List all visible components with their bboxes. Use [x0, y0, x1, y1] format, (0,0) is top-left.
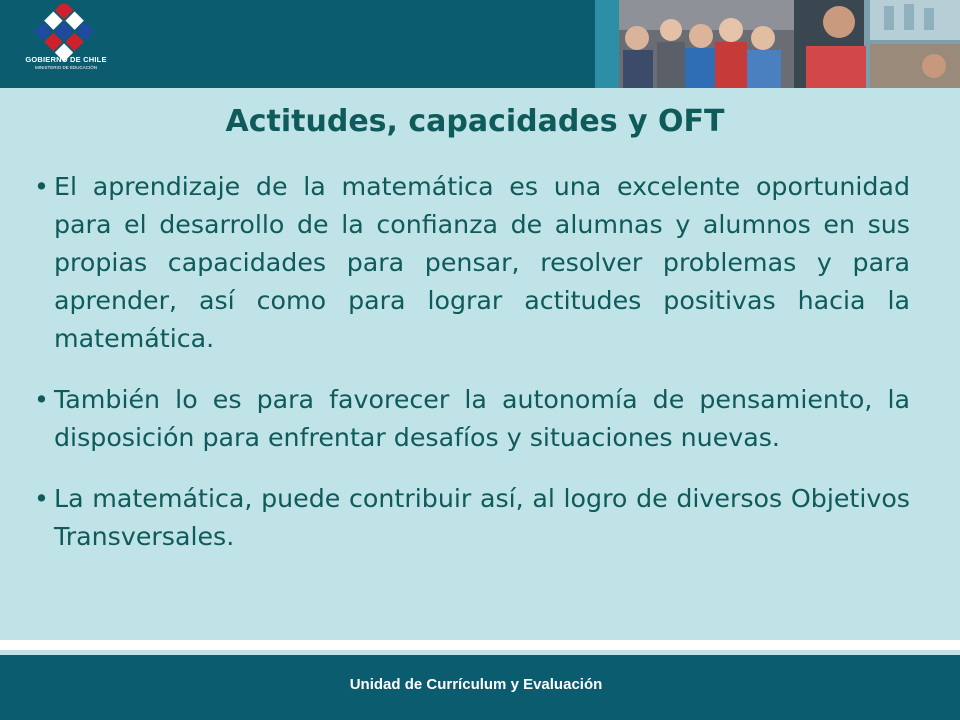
header-bar [0, 0, 960, 88]
bullet-item [34, 168, 910, 358]
bullet-dot-icon: • [34, 484, 49, 513]
bullet-item [34, 381, 910, 457]
bullet-text: El aprendizaje de la matemática es una excelente oportunidad para el desarrollo de la confianza de alumnas y alumnos en sus propias capacidades para pensar, resolver problemas y para aprender, así como para lograr actitudes positivas hacia la matemática. [54, 172, 910, 353]
logo-text-gobierno: GOBIERNO DE CHILE [25, 55, 107, 64]
bullet-item [34, 480, 910, 556]
students-photo [619, 0, 794, 88]
footer-text: Unidad de Currículum y Evaluación [349, 676, 603, 693]
bullet-dot-icon: • [34, 172, 49, 201]
footer-divider [0, 640, 960, 650]
header-photo-strip [595, 0, 960, 88]
classroom-photo [794, 0, 960, 88]
bullet-list [34, 168, 910, 579]
bullet-dot-icon: • [34, 385, 49, 414]
slide-title: Actitudes, capacidades y OFT [225, 104, 725, 139]
bullet-text: También lo es para favorecer la autonomía de pensamiento, la disposición para enfrentar desafíos y situaciones nuevas. [54, 385, 910, 452]
bullet-text: La matemática, puede contribuir así, al logro de diversos Objetivos Transversales. [54, 484, 910, 551]
logo-text-ministerio: MINISTERIO DE EDUCACIÓN [34, 65, 97, 70]
footer-bar [0, 655, 960, 720]
